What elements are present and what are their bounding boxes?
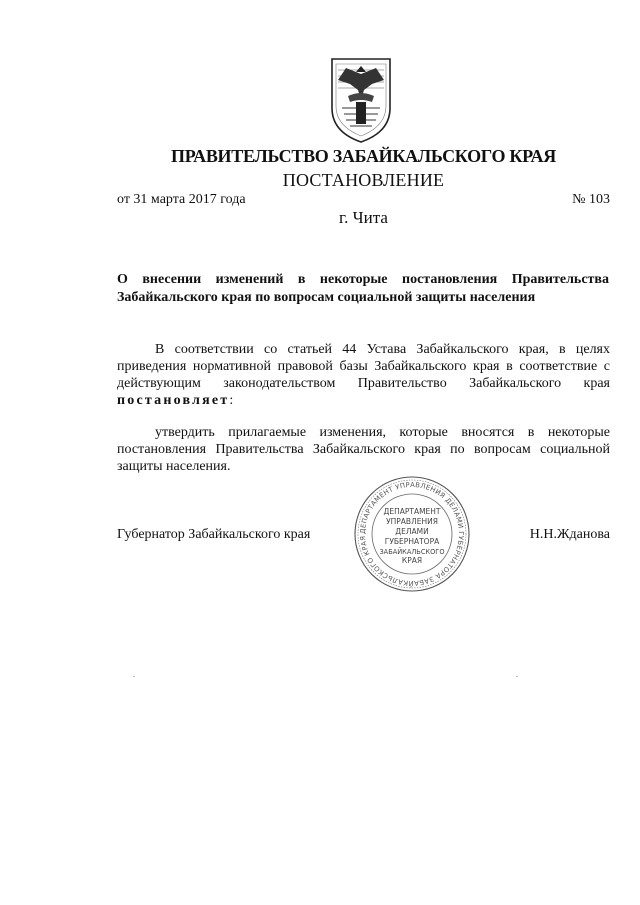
stamp-line: ГУБЕРНАТОРА: [384, 537, 440, 546]
government-title: ПРАВИТЕЛЬСТВО ЗАБАЙКАЛЬСКОГО КРАЯ: [171, 146, 556, 166]
document-number: № 103: [572, 192, 610, 207]
scan-speck: [516, 676, 518, 677]
document-type: ПОСТАНОВЛЕНИЕ: [282, 170, 445, 190]
resolution-word: постановляет: [117, 393, 230, 408]
preamble-text: В соответствии со статьей 44 Устава Забайкальского края, в целях приведения нормативной правовой базы Забайкальского края в соответствие с действующим законодательством Правительство Забайкальского края: [117, 342, 610, 391]
stamp-ring-text: ДЕПАРТАМЕНТ УПРАВЛЕНИЯ ДЕЛАМИ ГУБЕРНАТОРА ЗАБАЙКАЛЬСКОГО КРАЯ: [358, 480, 466, 588]
stamp-line: УПРАВЛЕНИЯ: [386, 517, 438, 526]
official-stamp: [352, 474, 472, 594]
signatory-name: Н.Н.Жданова: [529, 527, 610, 542]
stamp-line: ЗАБАЙКАЛЬСКОГО: [379, 548, 445, 556]
scan-speck: [133, 676, 135, 677]
stamp-line: КРАЯ: [401, 556, 423, 565]
document-city: г. Чита: [339, 208, 388, 227]
paragraph-resolution: утвердить прилагаемые изменения, которые вносятся в некоторые постановления Правительства Забайкальского края по вопросам социальной защиты населения.: [117, 425, 610, 474]
signatory-position: Губернатор Забайкальского края: [117, 527, 311, 542]
coat-of-arms-icon: [328, 56, 394, 144]
paragraph-preamble: [117, 341, 610, 409]
stamp-line: ДЕЛАМИ: [395, 527, 429, 536]
document-subject: О внесении изменений в некоторые постановления Правительства Забайкальского края по вопросам социальной защиты населения: [117, 272, 609, 305]
stamp-line: ДЕПАРТАМЕНТ: [383, 507, 441, 516]
preamble-colon: :: [229, 393, 234, 408]
document-date: от 31 марта 2017 года: [117, 192, 246, 207]
